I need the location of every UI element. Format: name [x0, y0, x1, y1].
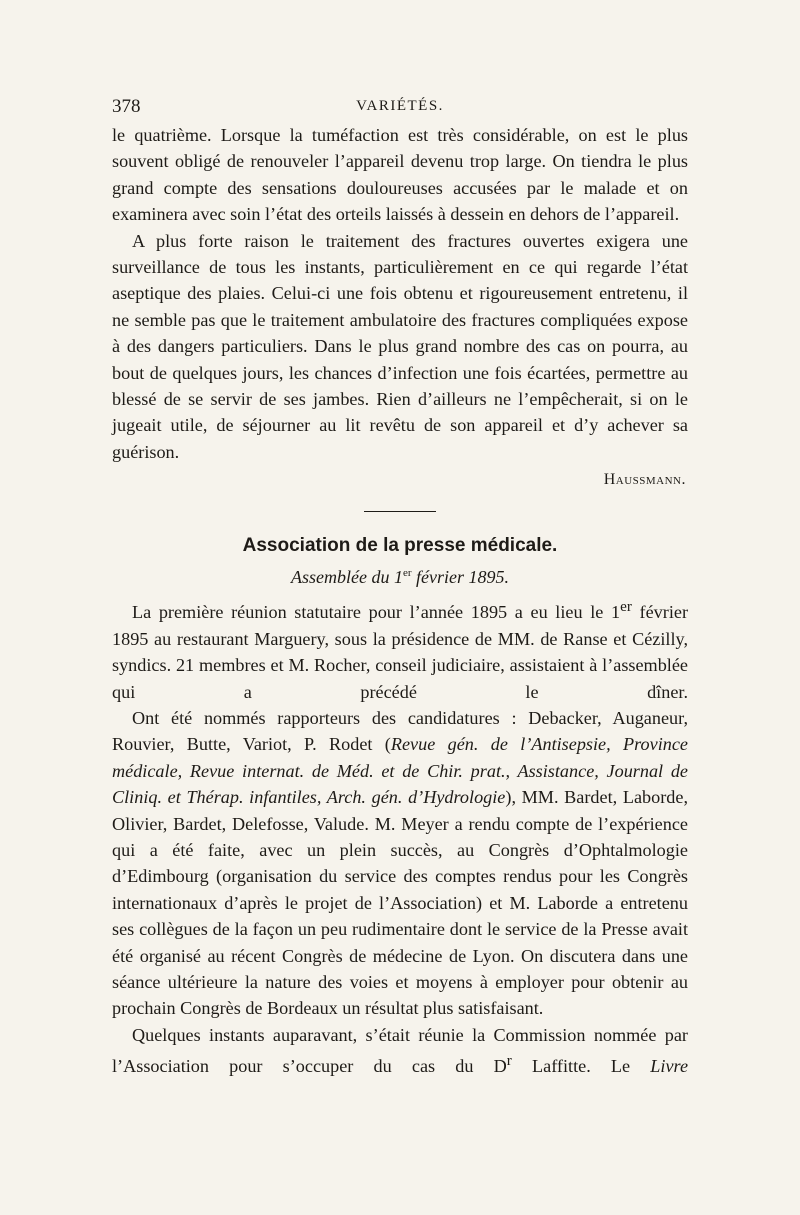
article-paragraph-3-italic: Livre: [650, 1056, 689, 1077]
article-paragraph-2-text-b: ), MM. Bardet, Laborde, Olivier, Bardet, Delefosse, Valude. M. Meyer a rendu compte de l’expérience qui a été faite, avec un plein succès, au Congrès d’Ophtalmologie d’Edimbourg (organisation du service des comptes rendus pour les Congrès internationaux d’après le projet de l’Association) et M. Laborde a entretenu ses collègues de la façon un peu rudimentaire dont le service de la Presse avait été organisé au récent Congrès de médecine de Lyon. On discutera dans une séance ultérieure la nature des voies et moyens à employer pour obtenir au prochain Congrès de Bordeaux un résultat plus satisfaisant.: [112, 787, 688, 1019]
running-head: VARIÉTÉS.: [356, 98, 444, 114]
article-paragraph-2-text-a: Ont été nommés rapporteurs des candidatures : Debacker, Auganeur, Rouvier, Butte, Variot, P. Rodet (: [112, 707, 688, 755]
article-subtitle: [112, 560, 688, 586]
article-paragraph-2: [112, 705, 688, 1022]
article-paragraph-2-journal-list: Revue gén. de l’Antisepsie, Province médicale, Revue internat. de Méd. et de Chir. prat., Assistance, Journal de Cliniq. et Thérap. infantiles, Arch. gén. d’Hydrologie: [112, 734, 688, 808]
author-signature: Haussmann.: [603, 471, 686, 489]
section-divider: [364, 511, 436, 512]
page-header: [112, 96, 688, 122]
article-paragraph-1-superscript: er: [620, 598, 632, 616]
continuation-paragraph-1: le quatrième. Lorsque la tuméfaction est très considérable, on est le plus souvent obligé de renouveler l’appareil devenu trop large. On tiendra le plus grand compte des sensations douloureuses accusées par le malade et on examinera avec soin l’état des orteils laissés à dessein en dehors de l’appareil.: [112, 125, 688, 225]
article-title: Association de la presse médicale.: [242, 535, 558, 557]
article-paragraph-1-text-b: février 1895 au restaurant Marguery, sous la présidence de MM. de Ranse et Cézilly, syndics. 21 membres et M. Rocher, conseil judiciaire, assistaient à l’assemblée qui a précédé le dîner.: [112, 602, 688, 702]
article-paragraph-1-text-a: La première réunion statutaire pour l’année 1895 a eu lieu le 1: [132, 602, 621, 623]
article-paragraph-3-text-b: Laffitte. Le: [511, 1056, 651, 1077]
article-paragraph-3: [112, 1022, 688, 1080]
page-number: 378: [112, 96, 141, 117]
subtitle-suffix: février 1895.: [411, 567, 509, 588]
subtitle-prefix: Assemblée du 1: [290, 567, 403, 588]
article-paragraph-1: [112, 594, 688, 705]
book-page: [112, 96, 688, 1080]
continuation-paragraph-2: A plus forte raison le traitement des fractures ouvertes exigera une surveillance de tous les instants, particulièrement en ce qui regarde l’état aseptique des plaies. Celui-ci une fois obtenu et rigoureusement entretenu, il ne semble pas que le traitement ambulatoire des fractures compliquées expose à des dangers particuliers. Dans le plus grand nombre des cas on pourra, au bout de quelques jours, les chances d’infection une fois écartées, permettre au blessé de se servir de ses jambes. Rien d’ailleurs ne l’empêcherait, si on le jugeait utile, de séjourner au lit revêtu de son appareil et d’y achever sa guérison.: [112, 230, 688, 462]
subtitle-superscript: er: [402, 567, 412, 580]
article-paragraph-3-superscript: r: [506, 1052, 512, 1070]
article-paragraph-3-text-a: Quelques instants auparavant, s’était réunie la Commission nommée par l’Association pour s’occuper du cas du D: [112, 1024, 688, 1077]
